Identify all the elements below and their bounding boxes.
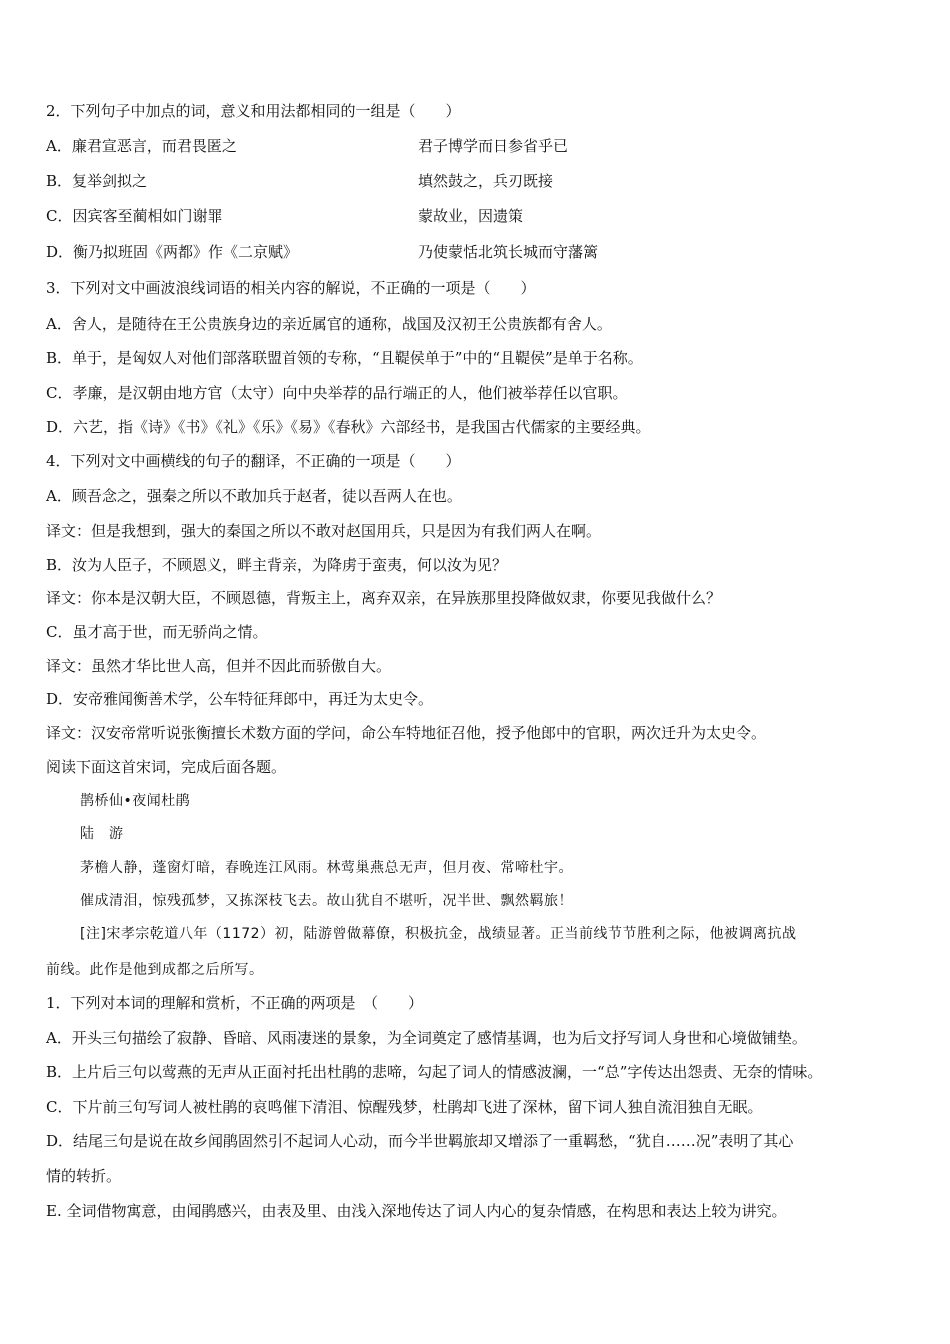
- q1-option-e: E. 全词借物寓意，由闻鹃感兴，由表及里、由浅入深地传达了词人内心的复杂情感，在构思和表达上较为讲究。: [46, 1202, 787, 1220]
- q2-option-d-left: D．衡乃拟班固《两都》作《二京赋》: [46, 243, 299, 261]
- q2-option-d-right: 乃使蒙恬北筑长城而守藩篱: [418, 243, 599, 261]
- q1-option-d: D．结尾三句是说在故乡闻鹃固然引不起词人心动，而今半世羁旅却又增添了一重羁愁，“犹自……况”表明了其心: [46, 1132, 794, 1150]
- poem-title: 鹊桥仙•夜闻杜鹃: [80, 793, 191, 809]
- q1-option-b: B．上片后三句以莺燕的无声从正面衬托出杜鹃的悲啼，勾起了词人的情感波澜，一“总”字传达出怨责、无奈的情味。: [46, 1063, 823, 1081]
- q4-option-d: D．安帝雅闻衡善术学，公车特征拜郎中，再迁为太史令。: [46, 690, 434, 708]
- q1-option-d-continued: 情的转折。: [46, 1167, 122, 1185]
- q4-stem: 4．下列对文中画横线的句子的翻译，不正确的一项是（ ）: [46, 452, 461, 470]
- q4-translation-d: 译文：汉安帝常听说张衡擅长术数方面的学问，命公车特地征召他，授予他郎中的官职，两次迁升为太史令。: [46, 724, 767, 742]
- q3-option-b: B．单于，是匈奴人对他们部落联盟首领的专称，“且鞮侯单于”中的“且鞮侯”是单于名称。: [46, 349, 643, 367]
- q4-option-a: A．顾吾念之，强秦之所以不敢加兵于赵者，徒以吾两人在也。: [46, 487, 462, 505]
- q2-option-a-left: A．廉君宣恶言，而君畏匿之: [46, 137, 237, 155]
- reading-intro: 阅读下面这首宋词，完成后面各题。: [46, 758, 287, 776]
- q3-option-c: C．孝廉，是汉朝由地方官（太守）向中央举荐的品行端正的人，他们被举荐任以官职。: [46, 384, 628, 402]
- q1-option-c: C．下片前三句写词人被杜鹃的哀鸣催下清泪、惊醒残梦，杜鹃却飞进了深林，留下词人独自流泪独自无眠。: [46, 1098, 763, 1116]
- q2-option-c-left: C．因宾客至蔺相如门谢罪: [46, 207, 223, 225]
- q3-stem: 3．下列对文中画波浪线词语的相关内容的解说，不正确的一项是（ ）: [46, 279, 536, 297]
- q4-translation-c: 译文：虽然才华比世人高，但并不因此而骄傲自大。: [46, 657, 392, 675]
- q1-stem: 1．下列对本词的理解和赏析，不正确的两项是 （ ）: [46, 994, 424, 1012]
- poem-stanza-2: 催成清泪，惊残孤梦，又拣深枝飞去。故山犹自不堪听，况半世、飘然羁旅！: [80, 893, 573, 909]
- q1-option-a: A．开头三句描绘了寂静、昏暗、风雨凄迷的景象，为全词奠定了感情基调，也为后文抒写词人身世和心境做铺垫。: [46, 1029, 807, 1047]
- q2-stem: 2．下列句子中加点的词，意义和用法都相同的一组是（ ）: [46, 102, 461, 120]
- q4-translation-b: 译文：你本是汉朝大臣，不顾恩德，背叛主上，离弃双亲，在异族那里投降做奴隶，你要见我做什么？: [46, 589, 722, 607]
- q2-option-b-right: 填然鼓之，兵刃既接: [418, 172, 554, 190]
- q4-translation-a: 译文：但是我想到，强大的秦国之所以不敢对赵国用兵，只是因为有我们两人在啊。: [46, 522, 602, 540]
- q3-option-d: D．六艺，指《诗》《书》《礼》《乐》《易》《春秋》六部经书，是我国古代儒家的主要经典。: [46, 418, 651, 436]
- q2-option-a-right: 君子博学而日参省乎已: [418, 137, 569, 155]
- q4-option-b: B．汝为人臣子，不顾恩义，畔主背亲，为降虏于蛮夷，何以汝为见？: [46, 556, 508, 574]
- q2-option-c-right: 蒙故业，因遗策: [418, 207, 524, 225]
- poem-note-line-2: 前线。此作是他到成都之后所写。: [46, 962, 264, 978]
- q3-option-a: A．舍人，是随待在王公贵族身边的亲近属官的通称，战国及汉初王公贵族都有舍人。: [46, 315, 612, 333]
- poem-stanza-1: 茅檐人静，蓬窗灯暗，春晚连江风雨。林莺巢燕总无声，但月夜、常啼杜宇。: [80, 860, 573, 876]
- q2-option-b-left: B．复举剑拟之: [46, 172, 148, 190]
- poem-note-line-1: [注]宋孝宗乾道八年（1172）初，陆游曾做幕僚，积极抗金，战绩显著。正当前线节节胜利之际，他被调离抗战: [80, 926, 797, 942]
- q4-option-c: C．虽才高于世，而无骄尚之情。: [46, 623, 268, 641]
- poem-author: 陆 游: [80, 826, 124, 842]
